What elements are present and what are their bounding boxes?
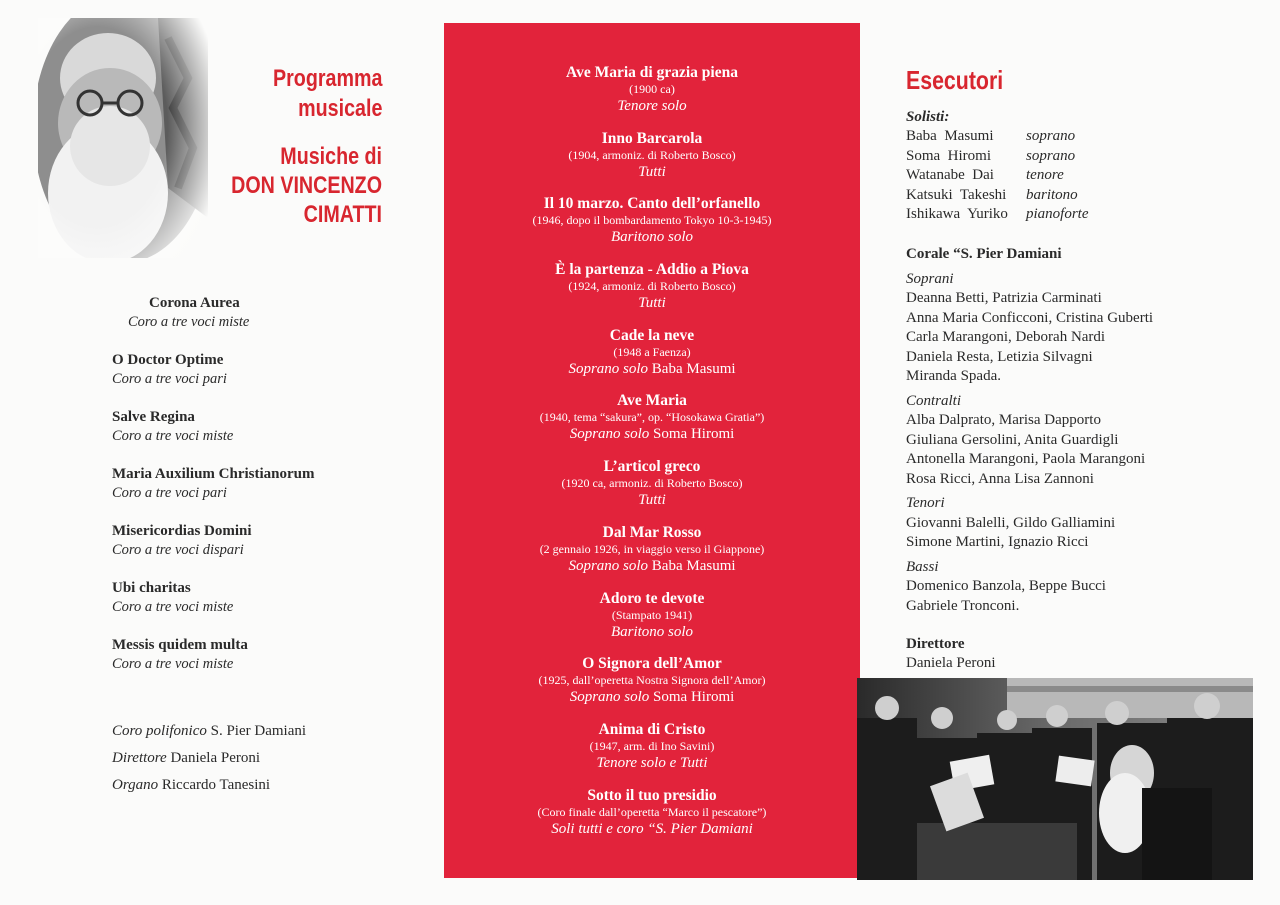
song-detail: (1904, armoniz. di Roberto Bosco)	[568, 147, 736, 162]
credits	[112, 718, 306, 799]
director-name: Daniela Peroni	[906, 655, 996, 671]
list-item	[444, 327, 860, 393]
song-detail: (2 gennaio 1926, in viaggio verso il Giappone)	[539, 541, 765, 556]
performer-name: Baba Masumi	[651, 557, 736, 574]
performer-role: Tutti	[638, 295, 666, 312]
list-item	[112, 408, 412, 446]
soloist-voice: baritono	[1026, 186, 1078, 203]
song-detail: (Coro finale dall’operetta “Marco il pescatore”)	[537, 804, 767, 819]
song-performer	[444, 163, 860, 182]
list-item	[112, 636, 412, 674]
song-title: L’articol greco	[603, 458, 701, 476]
credit-name: Riccardo Tanesini	[161, 777, 271, 793]
director-label: Direttore	[906, 636, 965, 652]
music-by-line: Musiche di	[280, 143, 382, 170]
song-detail: (1920 ca, armoniz. di Roberto Bosco)	[561, 476, 743, 491]
piece-subtitle: Coro a tre voci miste	[128, 314, 250, 330]
list-item	[906, 127, 1246, 147]
piece-title: Misericordias Domini	[112, 523, 252, 539]
piece-subtitle: Coro a tre voci miste	[112, 428, 234, 444]
voice-section-names	[906, 514, 1246, 553]
credit-name: S. Pier Damiani	[210, 723, 307, 739]
song-performer	[444, 360, 860, 379]
list-item	[444, 261, 860, 327]
soloist-name: Baba Masumi	[906, 128, 994, 144]
program-heading-line: musicale	[297, 95, 382, 122]
performer-role: Tutti	[638, 163, 666, 180]
voice-section-label: Contralti	[906, 392, 962, 409]
list-item	[906, 186, 1246, 206]
soloist-voice: soprano	[1026, 147, 1076, 164]
member-line: Giovanni Balelli, Gildo Galliamini	[906, 514, 1116, 531]
member-line: Miranda Spada.	[906, 368, 1001, 384]
song-title: Sotto il tuo presidio	[587, 786, 717, 804]
member-line: Simone Martini, Ignazio Ricci	[906, 534, 1089, 550]
song-performer	[444, 491, 860, 510]
member-line: Rosa Ricci, Anna Lisa Zannoni	[906, 470, 1094, 487]
song-title: È la partenza - Addio a Piova	[555, 261, 749, 279]
song-performer	[444, 228, 860, 247]
voice-section-label: Soprani	[906, 270, 954, 287]
portrait-photo	[38, 18, 208, 258]
list-item	[444, 590, 860, 656]
voice-section-names	[906, 411, 1246, 489]
song-title: Il 10 marzo. Canto dell’orfanello	[543, 195, 761, 213]
song-performer	[444, 754, 860, 773]
member-line: Domenico Banzola, Beppe Bucci	[906, 578, 1106, 594]
member-line: Daniela Resta, Letizia Silvagni	[906, 348, 1093, 365]
list-item	[112, 294, 412, 332]
soloist-name: Katsuki Takeshi	[906, 186, 1007, 203]
program-heading	[273, 64, 382, 124]
piece-title: Salve Regina	[112, 409, 195, 425]
member-line: Antonella Marangoni, Paola Marangoni	[906, 451, 1146, 467]
piece-title: O Doctor Optime	[112, 352, 224, 368]
performer-name: Soma Hiromi	[653, 689, 735, 706]
performer-role: Soli tutti e coro “S. Pier Damiani	[551, 820, 753, 837]
song-performer	[444, 820, 860, 839]
list-item	[444, 392, 860, 458]
piece-title: Messis quidem multa	[112, 637, 248, 653]
member-line: Anna Maria Conficconi, Cristina Guberti	[906, 309, 1154, 326]
song-title: Dal Mar Rosso	[602, 523, 702, 541]
song-performer	[444, 294, 860, 313]
song-detail: (1948 a Faenza)	[613, 344, 691, 359]
soloist-name: Ishikawa Yuriko	[906, 206, 1008, 222]
piece-subtitle: Coro a tre voci pari	[112, 371, 227, 387]
piece-title: Ubi charitas	[112, 580, 191, 596]
piece-title: Corona Aurea	[149, 295, 240, 311]
piece-subtitle: Coro a tre voci miste	[112, 599, 234, 615]
song-detail: (1946, dopo il bombardamento Tokyo 10-3-1945)	[532, 213, 772, 228]
performer-role: Soprano solo	[569, 689, 650, 706]
soloist-voice: pianoforte	[1026, 206, 1089, 222]
soloist-voice: tenore	[1026, 167, 1064, 183]
song-detail: (1924, armoniz. di Roberto Bosco)	[568, 279, 736, 294]
piece-subtitle: Coro a tre voci pari	[112, 485, 227, 501]
song-title: Cade la neve	[609, 326, 695, 344]
list-item	[444, 130, 860, 196]
performer-role: Tutti	[638, 492, 666, 509]
member-line: Alba Dalprato, Marisa Dapporto	[906, 412, 1101, 428]
performer-name: Soma Hiromi	[653, 426, 735, 443]
performers-heading: Esecutori	[906, 65, 1004, 95]
song-title: Adoro te devote	[599, 589, 705, 607]
choir-title: Corale “S. Pier Damiani	[906, 245, 1062, 262]
member-line: Gabriele Tronconi.	[906, 597, 1020, 614]
song-performer	[444, 425, 860, 444]
song-detail: (1900 ca)	[629, 82, 675, 96]
song-performer	[444, 557, 860, 576]
song-title: Ave Maria di grazia piena	[566, 64, 738, 81]
list-item	[444, 721, 860, 787]
performer-role: Soprano solo	[568, 557, 649, 574]
performer-role: Tenore solo	[617, 98, 687, 114]
song-detail: (1925, dall’operetta Nostra Signora dell’Amor)	[538, 673, 766, 688]
credit-line	[112, 718, 306, 745]
credit-role: Organo	[112, 777, 159, 793]
song-detail: (1947, arm. di Ino Savini)	[589, 738, 715, 753]
program-list	[444, 64, 860, 852]
song-performer	[444, 97, 860, 116]
song-title: O Signora dell’Amor	[582, 655, 722, 673]
list-item	[906, 205, 1246, 225]
list-item	[444, 64, 860, 130]
soloists-label: Solisti:	[906, 109, 950, 125]
list-item	[444, 458, 860, 524]
soloist-voice: soprano	[1026, 128, 1076, 144]
list-item	[112, 351, 412, 389]
credit-line	[112, 772, 306, 799]
member-line: Giuliana Gersolini, Anita Guardigli	[906, 431, 1119, 448]
composer-line: CIMATTI	[303, 201, 382, 228]
piece-subtitle: Coro a tre voci miste	[112, 656, 234, 672]
soloists-list	[906, 127, 1246, 225]
song-detail: (1940, tema “sakura”, op. “Hosokawa Gratia”)	[539, 410, 765, 425]
voice-section-names	[906, 289, 1246, 387]
song-title: Ave Maria	[617, 392, 687, 410]
list-item	[112, 522, 412, 560]
credit-line	[112, 745, 306, 772]
performer-role: Baritono solo	[610, 623, 694, 640]
choir-pieces-list	[112, 294, 412, 693]
program-heading-line: Programma	[272, 65, 382, 92]
voice-section-label: Bassi	[906, 558, 939, 575]
performer-role: Soprano solo	[569, 426, 650, 443]
song-performer	[444, 623, 860, 642]
piece-subtitle: Coro a tre voci dispari	[112, 542, 244, 558]
song-title: Inno Barcarola	[601, 129, 703, 147]
performers-section	[906, 64, 1246, 674]
performer-role: Baritono solo	[610, 229, 694, 246]
list-item	[444, 787, 860, 853]
music-by-heading	[231, 142, 382, 229]
list-item	[906, 166, 1246, 186]
piece-title: Maria Auxilium Christianorum	[112, 466, 315, 482]
song-detail: (Stampato 1941)	[611, 607, 693, 622]
list-item	[906, 147, 1246, 167]
list-item	[444, 524, 860, 590]
list-item	[444, 195, 860, 261]
performer-role: Soprano solo	[568, 360, 649, 377]
performer-role: Tenore solo e Tutti	[596, 754, 708, 771]
soloist-name: Watanabe Dai	[906, 167, 994, 183]
credit-name: Daniela Peroni	[170, 750, 261, 766]
voice-section-label: Tenori	[906, 495, 945, 511]
member-line: Deanna Betti, Patrizia Carminati	[906, 290, 1102, 306]
composer-line: DON VINCENZO	[231, 172, 382, 199]
choir-photo	[857, 678, 1253, 880]
soloist-name: Soma Hiromi	[906, 147, 991, 164]
song-performer	[444, 688, 860, 707]
credit-role: Direttore	[112, 750, 167, 766]
member-line: Carla Marangoni, Deborah Nardi	[906, 329, 1106, 345]
credit-role: Coro polifonico	[112, 723, 207, 739]
list-item	[112, 465, 412, 503]
voice-section-names	[906, 577, 1246, 616]
song-title: Anima di Cristo	[598, 720, 706, 738]
list-item	[112, 579, 412, 617]
performer-name: Baba Masumi	[651, 360, 736, 377]
list-item	[444, 655, 860, 721]
